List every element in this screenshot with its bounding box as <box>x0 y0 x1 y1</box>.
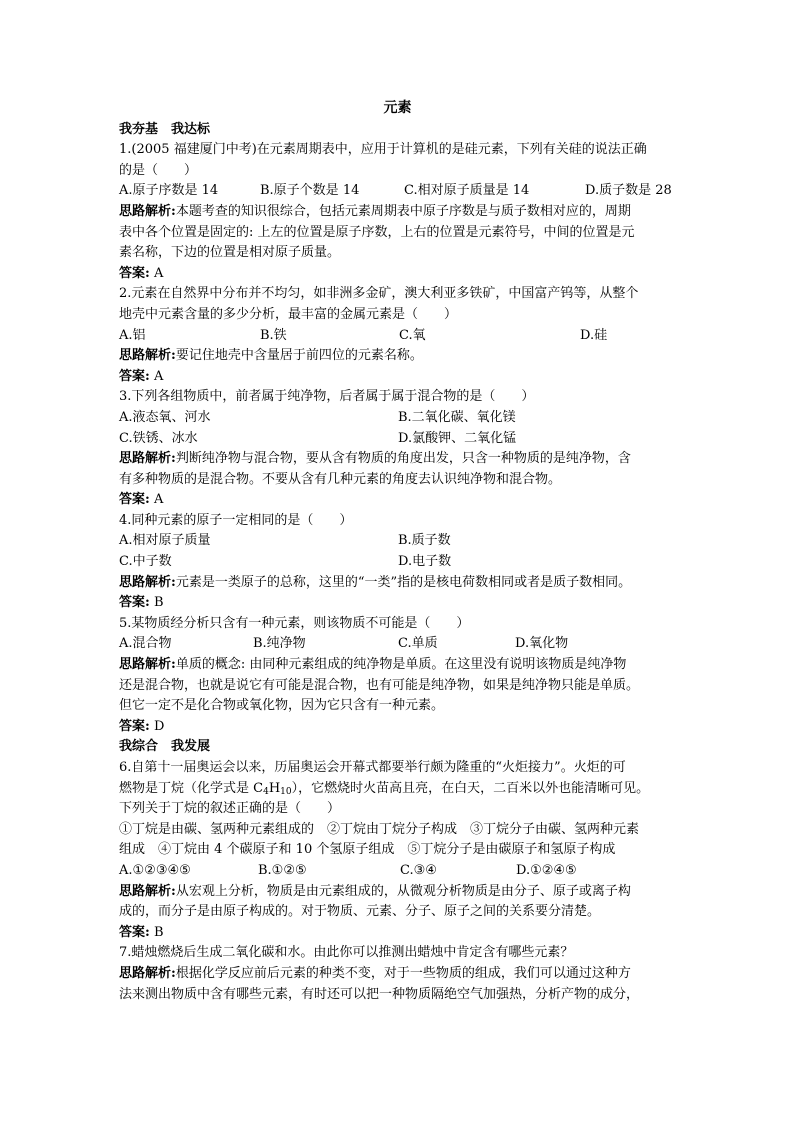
analysis-label: 思路解析: <box>119 657 176 673</box>
question-5-analysis-line-2: 还是混合物，也就是说它有可能是混合物，也有可能是纯净物，如果是纯净物只能是单质。 <box>119 677 640 693</box>
question-1-options <box>119 181 676 202</box>
answer-label: 答案: <box>119 595 150 611</box>
option-a: A.①②③④⑤ <box>119 862 191 878</box>
answer-label: 答案: <box>119 368 150 384</box>
question-6-stem-line-3: 下列关于丁烷的叙述正确的是（ ） <box>119 801 341 817</box>
option-c: C.单质 <box>398 636 438 652</box>
section-heading-advanced: 我综合 我发展 <box>119 739 211 755</box>
option-b: B.纯净物 <box>253 636 306 652</box>
question-3-stem-line-1: 3.下列各组物质中，前者属于纯净物，后者属于属于混合物的是（ ） <box>119 389 535 405</box>
question-4-options-row-1 <box>119 531 676 552</box>
question-1-stem-line-2: 的是（ ） <box>119 162 198 178</box>
answer-value: D <box>149 718 165 734</box>
question-6-analysis-line-1 <box>119 882 676 903</box>
question-6-answer <box>119 923 676 944</box>
option-b: B.原子个数是 14 <box>260 183 360 199</box>
question-2-answer <box>119 367 676 388</box>
option-d: D.①②④⑤ <box>516 862 577 878</box>
question-1-stem-line-1: 1.(2005 福建厦门中考)在元素周期表中，应用于计算机的是硅元素，下列有关硅的说法正确 <box>119 142 647 158</box>
analysis-text: 判断纯净物与混合物，要从含有物质的角度出发，只含一种物质的是纯净物，含 <box>175 451 631 467</box>
option-d: D.电子数 <box>398 554 452 570</box>
option-c: C.相对原子质量是 14 <box>404 183 530 199</box>
option-d: D.质子数是 28 <box>585 183 672 199</box>
question-1-analysis-line-1 <box>119 202 676 223</box>
question-4-analysis-line-1 <box>119 573 676 594</box>
question-6-stem-line-1: 6.自第十一届奥运会以来，历届奥运会开幕式都要举行颇为隆重的“火炬接力”。火炬的可 <box>119 760 626 775</box>
answer-value: B <box>149 924 164 940</box>
option-a: A.混合物 <box>119 636 172 652</box>
section-heading-basic: 我夯基 我达标 <box>119 121 211 137</box>
analysis-text: 单质的概念: 由同种元素组成的纯净物是单质。在这里没有说明该物质是纯净物 <box>175 657 627 673</box>
option-b: B.①②⑤ <box>258 862 307 878</box>
answer-value: B <box>149 595 164 611</box>
question-5-analysis-line-3: 但它一定不是化合物或氧化物，因为它只含有一种元素。 <box>119 698 445 714</box>
analysis-label: 思路解析: <box>119 203 176 219</box>
option-a: A.液态氧、河水 <box>119 409 211 425</box>
question-7-stem-line-1: 7.蜡烛燃烧后生成二氧化碳和水。由此你可以推测出蜡烛中肯定含有哪些元素？ <box>119 945 574 961</box>
analysis-text: 根据化学反应前后元素的种类不变，对于一些物质的组成，我们可以通过这种方 <box>175 965 631 981</box>
option-a: A.铝 <box>119 327 146 343</box>
option-c: C.中子数 <box>119 554 172 570</box>
question-3-options-row-1 <box>119 408 676 429</box>
question-4-stem-line-1: 4.同种元素的原子一定相同的是（ ） <box>119 512 353 528</box>
question-6-analysis-line-2: 成的，而分子是由原子构成的。对于物质、元素、分子、原子之间的关系要分清楚。 <box>119 904 601 920</box>
question-2-stem-line-1: 2.元素在自然界中分布并不均匀，如非洲多金矿，澳大利亚多铁矿，中国富产钨等，从整个 <box>119 286 639 302</box>
analysis-label: 思路解析: <box>119 574 176 590</box>
question-2-options <box>119 326 676 347</box>
analysis-text: 要记住地壳中含量居于前四位的元素名称。 <box>175 348 423 364</box>
question-1-analysis-line-3: 素名称，下边的位置是相对原子质量。 <box>119 245 341 261</box>
option-c: C.③④ <box>400 862 437 878</box>
answer-label: 答案: <box>119 718 150 734</box>
question-6-options <box>119 861 676 882</box>
answer-value: A <box>149 265 164 281</box>
question-6-stem-line-2 <box>119 779 676 800</box>
option-c: C.铁锈、冰水 <box>119 430 198 446</box>
question-5-answer <box>119 717 676 738</box>
option-b: B.二氧化碳、氧化镁 <box>398 409 516 425</box>
document-title: 元素 <box>383 100 412 116</box>
question-3-options-row-2 <box>119 429 676 450</box>
analysis-label: 思路解析: <box>119 348 176 364</box>
answer-label: 答案: <box>119 492 150 508</box>
analysis-text: 元素是一类原子的总称，这里的“一类”指的是核电荷数相同或者是质子数相同。 <box>175 574 632 590</box>
analysis-text: 从宏观上分析，物质是由元素组成的，从微观分析物质是由分子、原子或离子构 <box>175 883 631 899</box>
option-b: B.铁 <box>260 327 287 343</box>
option-b: B.质子数 <box>398 533 451 549</box>
stem-text: ），它燃烧时火苗高且亮，在白天，二百米以外也能清晰可见。 <box>291 780 650 796</box>
question-3-analysis-line-2: 有多种物质的是混合物。不要从含有几种元素的角度去认识纯净物和混合物。 <box>119 471 562 487</box>
subscript-10: 10 <box>280 786 292 797</box>
stem-text: 燃物是丁烷（化学式是 C <box>119 780 264 796</box>
question-7-analysis-line-2: 法来测出物质中含有哪些元素，有时还可以把一种物质隔绝空气加强热，分析产物的成分， <box>119 986 640 1002</box>
question-2-analysis-line-1 <box>119 346 676 367</box>
question-6-stem-line-5: 组成 ④丁烷由 4 个碳原子和 10 个氢原子组成 ⑤丁烷分子是由碳原子和氢原子构成 <box>119 842 616 858</box>
analysis-label: 思路解析: <box>119 965 176 981</box>
analysis-text: 本题考查的知识很综合，包括元素周期表中原子序数是与质子数相对应的，周期 <box>175 203 631 219</box>
answer-value: A <box>149 368 164 384</box>
question-1-analysis-line-2: 表中各个位置是固定的: 上左的位置是原子序数，上右的位置是元素符号，中间的位置是元 <box>119 224 635 240</box>
stem-text: H <box>268 780 281 796</box>
option-d: D.氯酸钾、二氧化锰 <box>398 430 517 446</box>
question-3-answer <box>119 490 676 511</box>
question-5-options <box>119 634 676 655</box>
option-d: D.硅 <box>580 327 608 343</box>
question-6-stem-line-4: ①丁烷是由碳、氢两种元素组成的 ②丁烷由丁烷分子构成 ③丁烷分子由碳、氢两种元素 <box>119 821 640 837</box>
question-2-stem-line-2: 地壳中元素含量的多少分析，最丰富的金属元素是（ ） <box>119 306 458 322</box>
answer-value: A <box>149 492 164 508</box>
question-3-analysis-line-1 <box>119 449 676 470</box>
answer-label: 答案: <box>119 265 150 281</box>
option-c: C.氧 <box>399 327 426 343</box>
document-page <box>119 98 676 1005</box>
question-4-options-row-2 <box>119 552 676 573</box>
analysis-label: 思路解析: <box>119 883 176 899</box>
question-4-answer <box>119 593 676 614</box>
analysis-label: 思路解析: <box>119 451 176 467</box>
option-d: D.氧化物 <box>515 636 569 652</box>
option-a: A.原子序数是 14 <box>119 183 219 199</box>
option-a: A.相对原子质量 <box>119 533 211 549</box>
question-1-answer <box>119 264 676 285</box>
question-7-analysis-line-1 <box>119 964 676 985</box>
question-5-stem-line-1: 5.某物质经分析只含有一种元素，则该物质不可能是（ ） <box>119 615 470 631</box>
answer-label: 答案: <box>119 924 150 940</box>
subscript-4: 4 <box>263 786 269 797</box>
question-5-analysis-line-1 <box>119 655 676 676</box>
